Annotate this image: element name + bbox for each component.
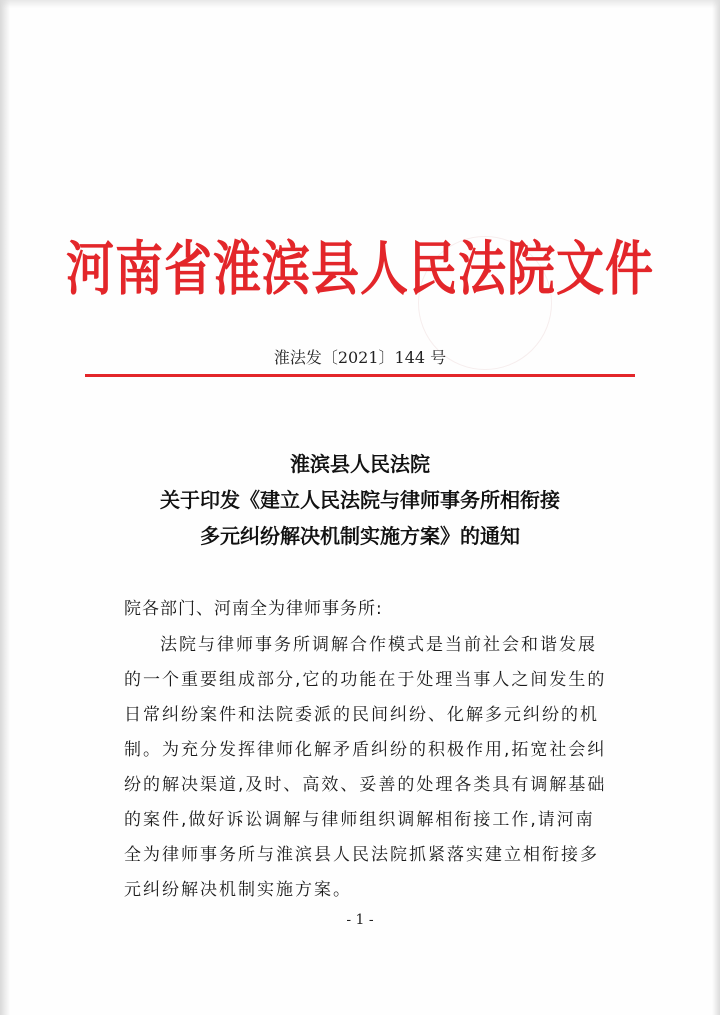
paragraph-line: 的案件,做好诉讼调解与律师组织调解相衔接工作,请河南 [124,810,595,830]
header-red-rule [85,374,635,377]
paragraph-line: 制。为充分发挥律师化解矛盾纠纷的积极作用,拓宽社会纠 [124,740,607,760]
paragraph-line: 纷的解决渠道,及时、高效、妥善的处理各类具有调解基础 [124,775,607,795]
salutation: 院各部门、河南全为律师事务所: [124,599,383,619]
notice-title-line: 关于印发《建立人民法院与律师事务所相衔接 [160,488,560,512]
paragraph-line: 元纠纷解决机制实施方案。 [124,880,352,900]
document-header-title: 河南省淮滨县人民法院文件 [65,235,654,304]
paragraph-line: 法院与律师事务所调解合作模式是当前社会和谐发展 [160,635,597,655]
paragraph-line: 的一个重要组成部分,它的功能在于处理当事人之间发生的 [124,670,607,690]
notice-body [124,590,644,908]
notice-title [0,446,720,554]
notice-title-line: 多元纠纷解决机制实施方案》的通知 [200,524,520,548]
paragraph-line: 日常纠纷案件和法院委派的民间纠纷、化解多元纠纷的机 [124,705,599,725]
paragraph-line: 全为律师事务所与淮滨县人民法院抓紧落实建立相衔接多 [124,845,599,865]
scan-edge-top [0,0,720,8]
notice-title-line: 淮滨县人民法院 [290,452,430,476]
page-number: - 1 - [346,912,374,928]
document-number: 淮法发〔2021〕144 号 [273,348,447,367]
